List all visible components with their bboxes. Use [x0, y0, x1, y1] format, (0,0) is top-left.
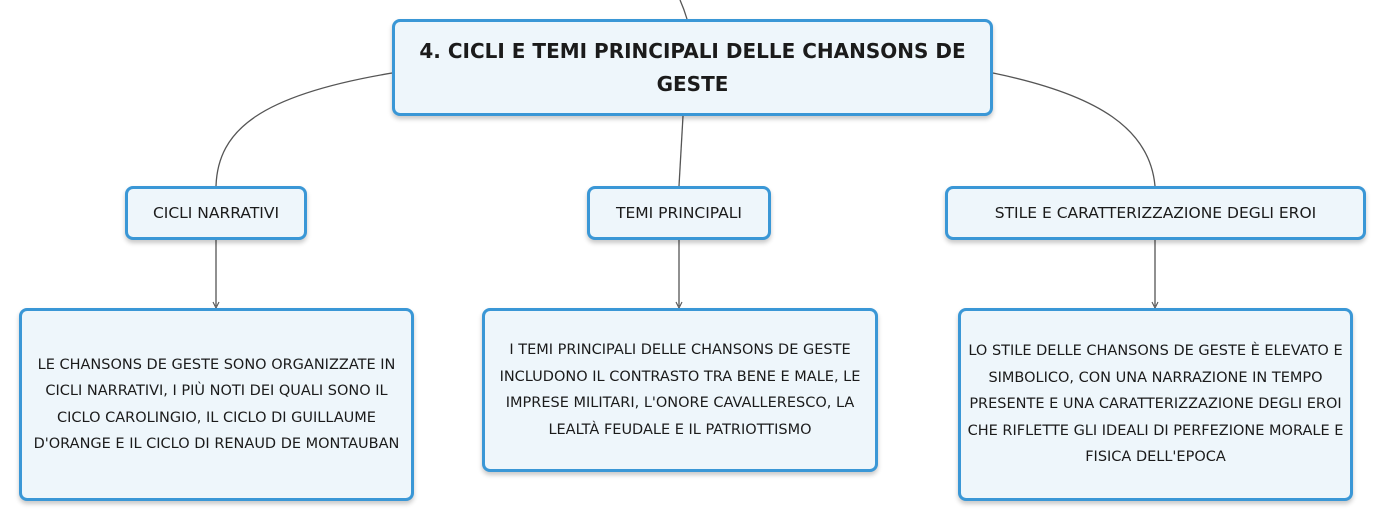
branch-label-stile-caratterizzazione: STILE E CARATTERIZZAZIONE DEGLI EROI [994, 204, 1317, 222]
branch-node-stile-caratterizzazione[interactable] [945, 186, 1366, 240]
detail-text-temi-principali: I TEMI PRINCIPALI DELLE CHANSONS DE GESTE INCLUDONO IL CONTRASTO TRA BENE E MALE, LE IMPRESE MILITARI, L'ONORE CAVALLERESCO, LA LEALTÀ FEUDALE E IL PATRIOTTISMO [499, 342, 861, 438]
branch-node-cicli-narrativi[interactable] [125, 186, 307, 240]
branch-label-cicli-narrativi: CICLI NARRATIVI [152, 204, 280, 222]
detail-text-cicli-narrativi: LE CHANSONS DE GESTE SONO ORGANIZZATE IN CICLI NARRATIVI, I PIÙ NOTI DEI QUALI SONO IL CICLO CAROLINGIO, IL CICLO DI GUILLAUME D'ORANGE E IL CICLO DI RENAUD DE MONTAUBAN [33, 356, 400, 452]
root-topic-node[interactable] [392, 19, 993, 116]
connector-root-to-cicli-narrativi [216, 73, 392, 186]
root-topic-title: 4. CICLI E TEMI PRINCIPALI DELLE CHANSONS DE GESTE [419, 38, 966, 96]
detail-node-cicli-narrativi[interactable] [19, 308, 414, 501]
branch-node-temi-principali[interactable] [587, 186, 771, 240]
detail-node-temi-principali[interactable] [482, 308, 878, 472]
connector-parent-to-root [680, 0, 687, 19]
detail-node-stile-caratterizzazione[interactable] [958, 308, 1353, 501]
branch-label-temi-principali: TEMI PRINCIPALI [616, 204, 742, 222]
connector-root-to-stile [993, 73, 1155, 186]
detail-text-stile-caratterizzazione: LO STILE DELLE CHANSONS DE GESTE È ELEVATO E SIMBOLICO, CON UNA NARRAZIONE IN TEMPO PRESENTE E UNA CARATTERIZZAZIONE DEGLI EROI CHE RIFLETTE GLI IDEALI DI PERFEZIONE MORALE E FISICA DELL'EPOCA [967, 343, 1344, 466]
connector-root-to-temi-principali [679, 116, 683, 186]
